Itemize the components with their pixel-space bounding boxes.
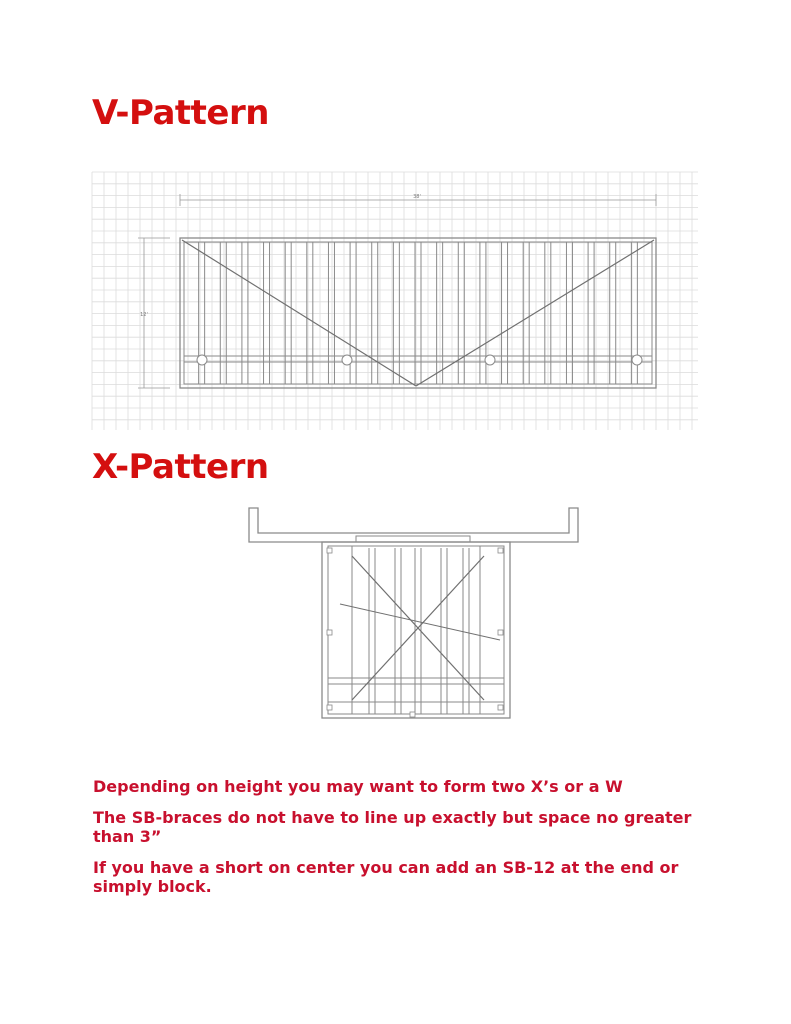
v-brace-left: [182, 240, 416, 386]
x-anchor-detail: [498, 630, 503, 635]
v-pattern-frame: [138, 194, 656, 388]
v-anchor-bolt: [342, 355, 352, 365]
x-pattern-frame: [249, 508, 578, 718]
note-sb-braces-spacing: The SB-braces do not have to line up exactly but space no greater than 3”: [93, 808, 692, 846]
x-anchor-detail: [410, 712, 415, 717]
note-two-xs-or-w: Depending on height you may want to form two X’s or a W: [93, 777, 623, 796]
v-pattern-title: V-Pattern: [92, 93, 269, 133]
notes-section: [93, 777, 713, 908]
v-anchor-bolt: [197, 355, 207, 365]
x-anchor-detail: [327, 705, 332, 710]
x-anchor-detail: [498, 548, 503, 553]
x-header-plate: [356, 536, 470, 542]
v-anchor-bolt: [485, 355, 495, 365]
v-inner-frame: [184, 242, 652, 384]
v-height-dimension-label: 12': [140, 312, 148, 318]
v-width-dimension-label: 38': [413, 194, 421, 200]
x-anchor-detail: [327, 548, 332, 553]
v-outer-frame: [180, 238, 656, 388]
x-pattern-title: X-Pattern: [92, 447, 269, 487]
x-anchor-detail: [327, 630, 332, 635]
x-anchor-detail: [498, 705, 503, 710]
x-brace-cross: [340, 604, 500, 640]
v-pattern-grid: [92, 172, 698, 430]
v-anchor-bolt: [632, 355, 642, 365]
note-short-on-center: If you have a short on center you can add an SB-12 at the end or simply block.: [93, 858, 679, 896]
x-top-header: [249, 508, 578, 542]
